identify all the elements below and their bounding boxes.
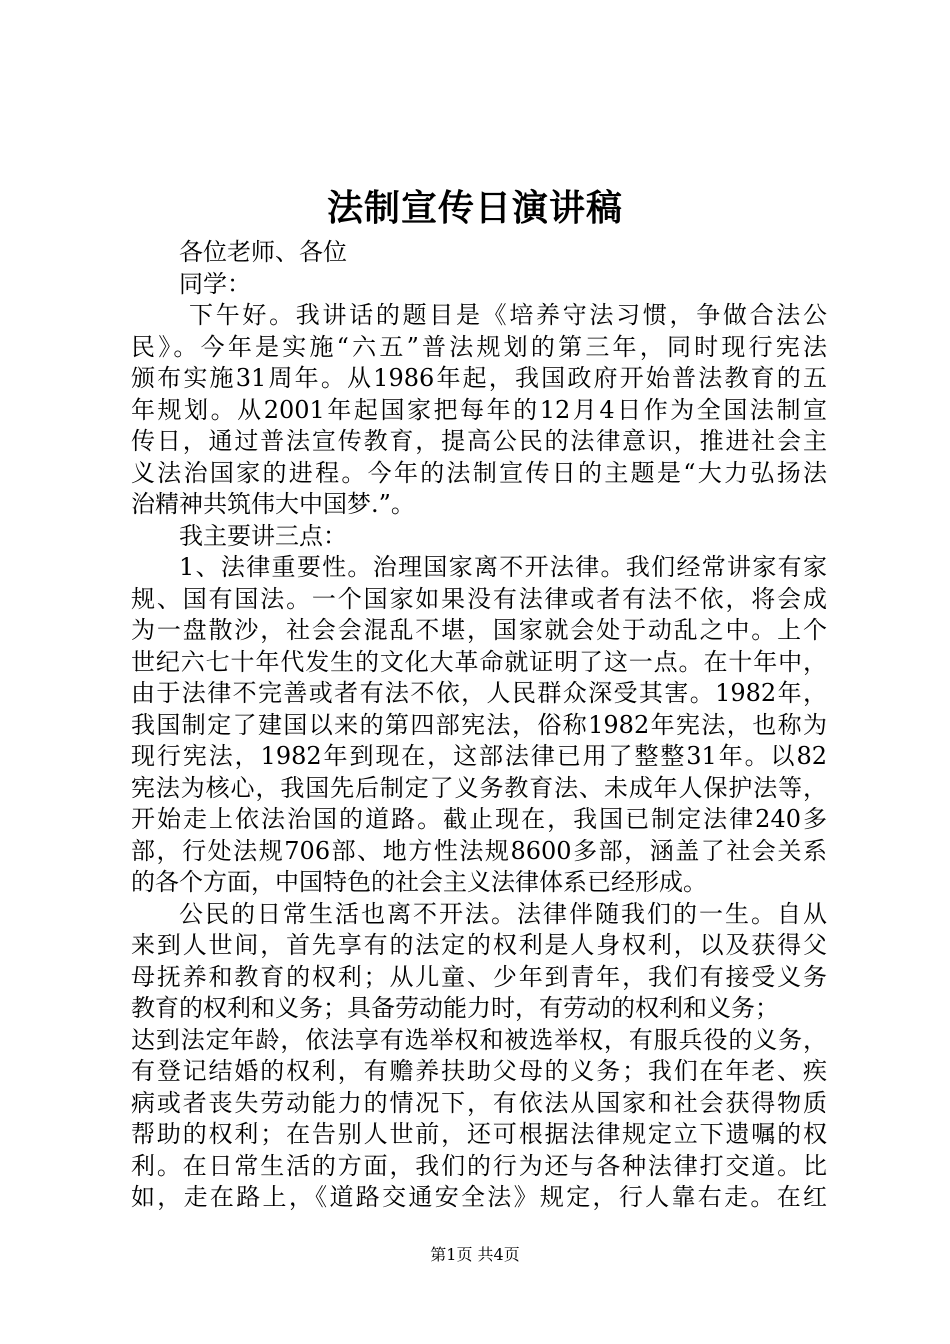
paragraph-line: 我主要讲三点： bbox=[179, 521, 347, 550]
paragraph-line: 治精神共筑伟大中国梦.”。 bbox=[131, 490, 415, 518]
paragraph-line: 1、法律重要性。治理国家离不开法律。我们经常讲家有家 bbox=[179, 553, 827, 581]
paragraph-line: 教育的权利和义务；具备劳动能力时，有劳动的权利和义务； bbox=[131, 994, 779, 1022]
paragraph-line: 部，行处法规706部、地方性法规8600多部，涵盖了社会关系 bbox=[131, 836, 827, 865]
page-number-footer: 第1页 共4页 bbox=[430, 1245, 520, 1264]
paragraph-line: 规、国有国法。一个国家如果没有法律或者有法不依，将会成 bbox=[131, 584, 827, 613]
paragraph-line: 利。在日常生活的方面，我们的行为还与各种法律打交道。比 bbox=[131, 1151, 827, 1180]
paragraph-line: 病或者丧失劳动能力的情况下，有依法从国家和社会获得物质 bbox=[131, 1088, 827, 1117]
paragraph-line: 帮助的权利；在告别人世前，还可根据法律规定立下遗嘱的权 bbox=[131, 1120, 827, 1148]
paragraph-line: 有登记结婚的权利，有赡养扶助父母的义务；我们在年老、疾 bbox=[131, 1057, 827, 1085]
salutation-line-1: 各位老师、各位 bbox=[179, 238, 347, 266]
salutation-line-2: 同学： bbox=[179, 269, 251, 298]
paragraph-line: 颁布实施31周年。从1986年起，我国政府开始普法教育的五 bbox=[131, 364, 827, 392]
paragraph-line: 达到法定年龄，依法享有选举权和被选举权，有服兵役的义务， bbox=[131, 1025, 827, 1054]
paragraph-line: 来到人世间，首先享有的法定的权利是人身权利，以及获得父 bbox=[131, 931, 827, 959]
paragraph-line: 为一盘散沙，社会会混乱不堪，国家就会处于动乱之中。上个 bbox=[131, 616, 827, 644]
paragraph-line: 母抚养和教育的权利；从儿童、少年到青年，我们有接受义务 bbox=[131, 962, 827, 991]
paragraph-line: 开始走上依法治国的道路。截止现在，我国已制定法律240多 bbox=[131, 805, 827, 833]
paragraph-line: 宪法为核心，我国先后制定了义务教育法、未成年人保护法等， bbox=[131, 773, 827, 802]
paragraph-line: 的各个方面，中国特色的社会主义法律体系已经形成。 bbox=[131, 868, 707, 896]
paragraph-line: 现行宪法，1982年到现在，这部法律已用了整整31年。以82 bbox=[131, 742, 827, 770]
document-title: 法制宣传日演讲稿 bbox=[326, 187, 623, 229]
paragraph-line: 下午好。我讲话的题目是《培养守法习惯，争做合法公 bbox=[189, 301, 827, 329]
paragraph-line: 传日，通过普法宣传教育，提高公民的法律意识，推进社会主 bbox=[131, 427, 827, 455]
paragraph-line: 世纪六七十年代发生的文化大革命就证明了这一点。在十年中， bbox=[131, 647, 827, 676]
paragraph-line: 如，走在路上，《道路交通安全法》规定，行人靠右走。在红 bbox=[131, 1183, 827, 1211]
paragraph-line: 由于法律不完善或者有法不依，人民群众深受其害。1982年， bbox=[131, 679, 827, 707]
document-body bbox=[131, 237, 827, 1214]
paragraph-line: 公民的日常生活也离不开法。法律伴随我们的一生。自从 bbox=[179, 899, 827, 928]
paragraph-line: 年规划。从2001年起国家把每年的12月4日作为全国法制宣 bbox=[131, 395, 827, 424]
paragraph-line: 民》。今年是实施“六五”普法规划的第三年，同时现行宪法 bbox=[131, 332, 827, 361]
paragraph-line: 义法治国家的进程。今年的法制宣传日的主题是“大力弘扬法 bbox=[131, 458, 827, 487]
paragraph-line: 我国制定了建国以来的第四部宪法，俗称1982年宪法，也称为 bbox=[131, 710, 827, 739]
